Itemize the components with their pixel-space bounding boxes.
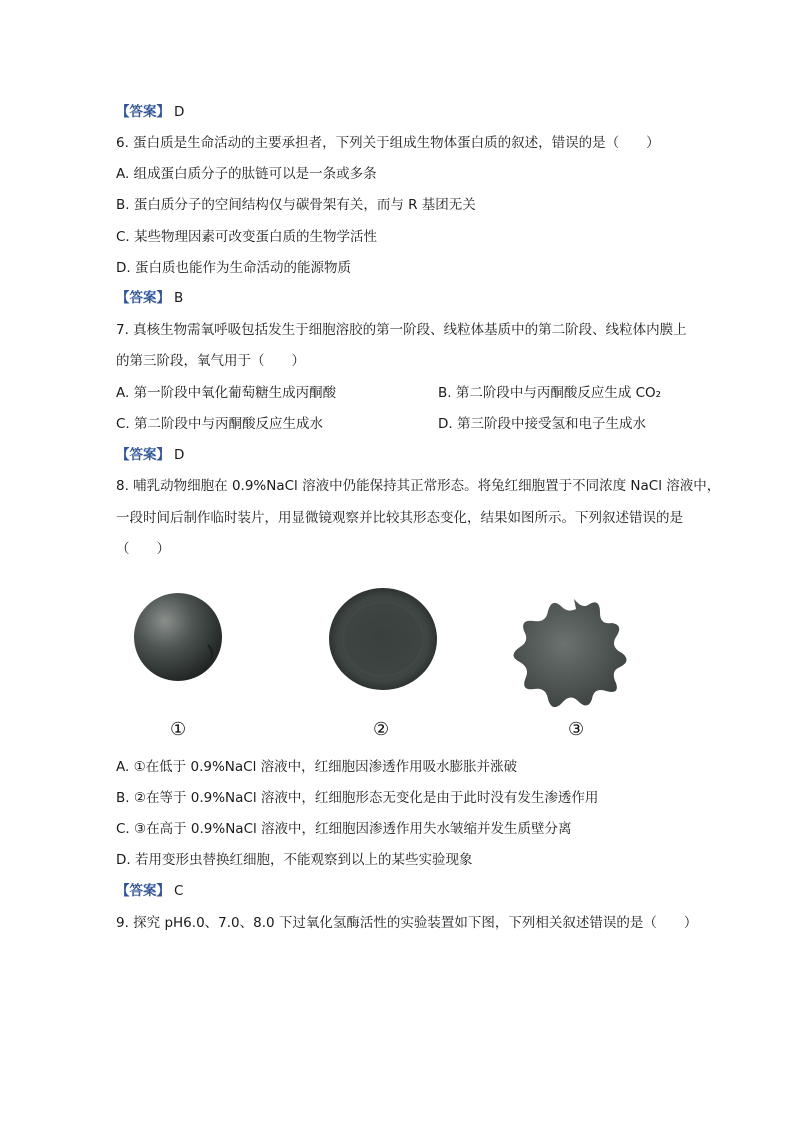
figure-label-2: ② xyxy=(373,719,390,740)
figure-label-3: ③ xyxy=(568,719,585,740)
q6-option-a: A. 组成蛋白质分子的肽链可以是一条或多条 xyxy=(116,166,377,182)
q7-option-b: B. 第二阶段中与丙酮酸反应生成 CO₂ xyxy=(438,385,662,401)
figure-label-1: ① xyxy=(170,719,187,740)
answer-value: C xyxy=(174,883,184,899)
q8-stem-line3: （ ） xyxy=(116,541,170,557)
crenated-cell xyxy=(513,599,626,707)
cell-illustration xyxy=(126,585,646,745)
answer-line-q6 xyxy=(116,288,183,308)
q6-option-d: D. 蛋白质也能作为生命活动的能源物质 xyxy=(116,260,351,276)
q6-option-b: B. 蛋白质分子的空间结构仅与碳骨架有关，而与 R 基团无关 xyxy=(116,197,476,213)
q7-option-d: D. 第三阶段中接受氢和电子生成水 xyxy=(438,416,646,432)
answer-line-q7 xyxy=(116,445,184,465)
answer-line-q8 xyxy=(116,881,183,901)
swollen-cell xyxy=(134,593,222,681)
q8-option-d: D. 若用变形虫替换红细胞，不能观察到以上的某些实验现象 xyxy=(116,852,473,868)
answer-value: D xyxy=(174,104,185,120)
q8-stem-line1: 8. 哺乳动物细胞在 0.9%NaCl 溶液中仍能保持其正常形态。将兔红细胞置于不同浓度 NaCl 溶液中， xyxy=(116,478,721,494)
q6-option-c: C. 某些物理因素可改变蛋白质的生物学活性 xyxy=(116,229,378,245)
q7-option-c: C. 第二阶段中与丙酮酸反应生成水 xyxy=(116,416,324,432)
answer-value: B xyxy=(174,290,184,306)
answer-value: D xyxy=(174,447,185,463)
q7-stem-line1: 7. 真核生物需氧呼吸包括发生于细胞溶胶的第一阶段、线粒体基质中的第二阶段、线粒体内膜上 xyxy=(116,322,687,338)
q8-option-a: A. ①在低于 0.9%NaCl 溶液中，红细胞因渗透作用吸水膨胀并涨破 xyxy=(116,759,518,775)
q8-option-c: C. ③在高于 0.9%NaCl 溶液中，红细胞因渗透作用失水皱缩并发生质壁分离 xyxy=(116,821,572,837)
answer-line-q5 xyxy=(116,102,184,122)
answer-tag: 【答案】 xyxy=(116,447,170,463)
q7-stem-line2: 的第三阶段，氧气用于（ ） xyxy=(116,353,305,369)
q6-stem: 6. 蛋白质是生命活动的主要承担者，下列关于组成生物体蛋白质的叙述，错误的是（ ） xyxy=(116,135,660,151)
q8-stem-line2: 一段时间后制作临时装片，用显微镜观察并比较其形态变化，结果如图所示。下列叙述错误的是 xyxy=(116,510,683,526)
answer-tag: 【答案】 xyxy=(116,104,170,120)
q8-option-b: B. ②在等于 0.9%NaCl 溶液中，红细胞形态无变化是由于此时没有发生渗透作用 xyxy=(116,790,599,806)
q9-stem: 9. 探究 pH6.0、7.0、8.0 下过氧化氢酶活性的实验装置如下图，下列相关叙述错误的是（ ） xyxy=(116,915,698,931)
answer-tag: 【答案】 xyxy=(116,883,170,899)
q7-option-a: A. 第一阶段中氧化葡萄糖生成丙酮酸 xyxy=(116,385,337,401)
red-blood-cell-figure xyxy=(126,585,646,745)
answer-tag: 【答案】 xyxy=(116,290,170,306)
